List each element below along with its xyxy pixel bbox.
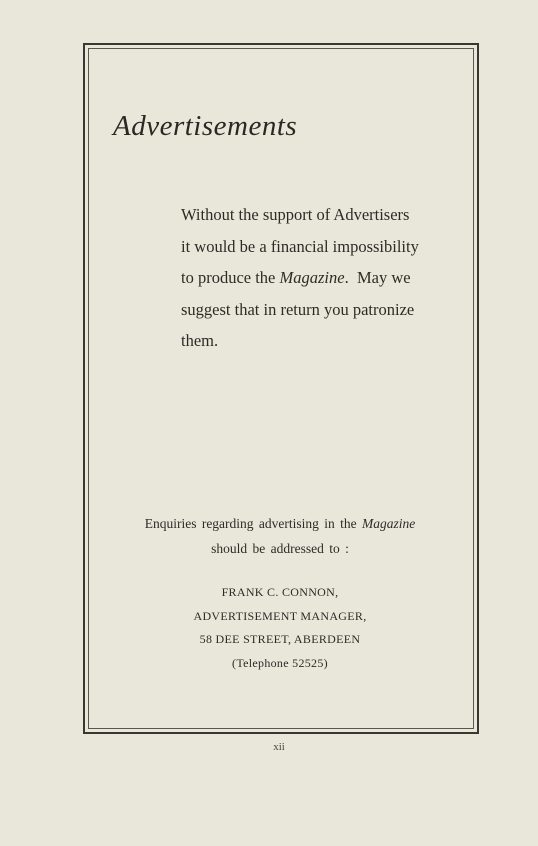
intro-line-2: it would be a financial impossibility xyxy=(181,236,419,256)
intro-line-5: them. xyxy=(181,331,219,350)
contact-role: ADVERTISEMENT MANAGER, xyxy=(193,608,367,623)
intro-paragraph xyxy=(181,199,461,357)
contact-phone: (Telephone 52525) xyxy=(232,655,328,670)
enquiry-line-1 xyxy=(100,511,460,536)
contact-name: FRANK C. CONNON, xyxy=(221,585,339,599)
page-number: xii xyxy=(273,741,285,753)
enquiry-line-1-start: Enquiries regarding advertising in the xyxy=(144,516,363,531)
intro-line-1: Without the support of Advertisers xyxy=(181,205,410,224)
contact-address xyxy=(100,581,460,675)
enquiry-magazine-italic: Magazine xyxy=(362,516,416,531)
intro-line-4: suggest that in return you patronize xyxy=(181,299,415,319)
enquiry-line-2: should be addressed to : xyxy=(211,541,349,556)
enquiry-notice xyxy=(100,511,460,561)
page-title: Advertisements xyxy=(113,110,298,142)
magazine-title-italic: Magazine xyxy=(279,268,345,287)
intro-line-3 xyxy=(181,262,461,294)
contact-street: 58 DEE STREET, ABERDEEN xyxy=(199,632,361,646)
intro-line-3-end: . May we xyxy=(344,268,411,287)
intro-line-3-start: to produce the xyxy=(181,268,280,287)
